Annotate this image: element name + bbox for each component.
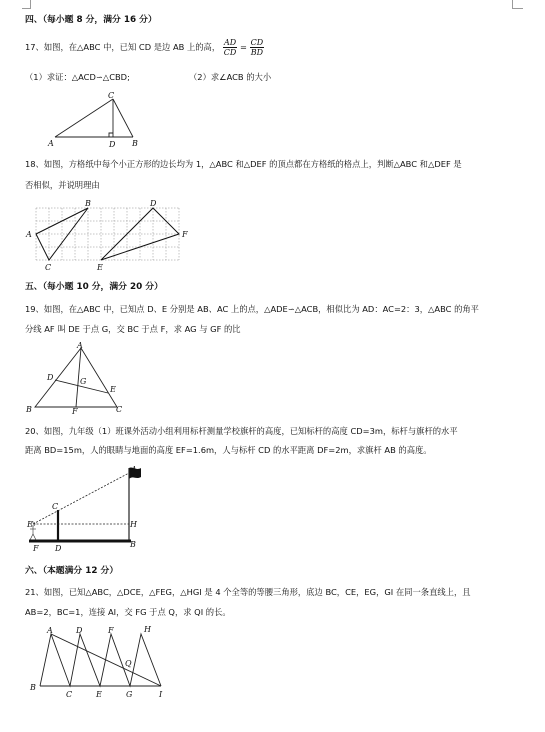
q18-label-D: D xyxy=(150,199,157,208)
q18-label-F: F xyxy=(182,230,188,239)
q18-label-C: C xyxy=(45,263,52,272)
section-5-heading: 五、（每小题 10 分，满分 20 分） xyxy=(25,282,163,292)
q17-part2: （2）求∠ACB 的大小 xyxy=(189,72,272,82)
q20-label-B: B xyxy=(130,540,136,549)
q20-label-H: H xyxy=(130,520,137,529)
q21-line2: AB=2，BC=1，连接 AI，交 FG 于点 Q，求 QI 的长。 xyxy=(25,607,231,617)
q18-grid xyxy=(36,208,179,260)
q18-label-E: E xyxy=(97,263,103,272)
q19-line2: 分线 AF 叫 DE 于点 G，交 BC 于点 F，求 AG 与 GF 的比 xyxy=(25,324,241,334)
q21-label-G: G xyxy=(126,690,133,699)
q19-figure xyxy=(25,340,135,415)
q19-label-B: B xyxy=(26,405,32,414)
q18-line2: 否相似，并说明理由 xyxy=(25,180,100,190)
q17-fraction-right: $\frac{CD}{BD}$ xyxy=(250,38,264,57)
q21-label-F: F xyxy=(108,626,114,635)
q19-label-A: A xyxy=(77,341,83,350)
q17-label-B: B xyxy=(132,139,138,148)
q18-label-A: A xyxy=(26,230,32,239)
q17-figure xyxy=(45,92,165,152)
q20-label-F: F xyxy=(33,544,39,553)
q19-label-C: C xyxy=(116,405,123,414)
q20-label-C: C xyxy=(52,502,59,511)
q17-stem: 17、如图，在△ABC 中，已知 CD 是边 AB 上的高， xyxy=(25,42,221,52)
q21-label-A: A xyxy=(47,626,53,635)
q21-label-I: I xyxy=(159,690,163,699)
q18-line1: 18、如图，方格纸中每个小正方形的边长均为 1，△ABC 和△DEF 的顶点都在方格纸的格点上，判断△ABC 和△DEF 是 xyxy=(25,159,462,169)
q17-equals: = xyxy=(239,42,247,52)
q17-label-C: C xyxy=(108,91,115,100)
corner-mark-left xyxy=(22,0,31,9)
q17-text xyxy=(25,36,264,58)
q18-label-B: B xyxy=(85,199,91,208)
q19-line1: 19、如图，在△ABC 中，已知点 D、E 分别是 AB、AC 上的点，△ADE∽△ACB，相似比为 AD：AC=2：3，△ABC 的角平 xyxy=(25,304,479,314)
q20-line1: 20、如图，九年级（1）班课外活动小组利用标杆测量学校旗杆的高度，已知标杆的高度 CD=3m，标杆与旗杆的水平 xyxy=(25,426,458,436)
q19-label-E: E xyxy=(110,385,116,394)
q19-label-G: G xyxy=(80,377,87,386)
q17-label-A: A xyxy=(48,139,54,148)
q21-label-E: E xyxy=(96,690,102,699)
q20-figure xyxy=(25,463,150,553)
q21-line1: 21、如图，已知△ABC，△DCE，△FEG，△HGI 是 4 个全等的等腰三角形，底边 BC，CE，EG，GI 在同一条直线上，且 xyxy=(25,587,471,597)
section-6-heading: 六、（本题满分 12 分） xyxy=(25,566,119,576)
q20-line2: 距离 BD=15m，人的眼睛与地面的高度 EF=1.6m，人与标杆 CD 的水平距离 DF=2m，求旗杆 AB 的高度。 xyxy=(25,445,432,455)
section-4-heading: 四、（每小题 8 分，满分 16 分） xyxy=(25,15,157,25)
q21-label-D: D xyxy=(76,626,83,635)
q17-part1: （1）求证：△ACD∽△CBD; xyxy=(25,72,130,82)
q18-grid-figure xyxy=(24,198,199,273)
q19-label-F: F xyxy=(72,407,78,416)
q21-label-C: C xyxy=(66,690,73,699)
q20-label-E: E xyxy=(27,520,33,529)
q21-figure xyxy=(28,622,178,702)
q19-label-D: D xyxy=(47,373,54,382)
q21-label-Q: Q xyxy=(125,659,132,668)
q21-label-H: H xyxy=(144,625,151,634)
q17-fraction-left: $\frac{AD}{CD}$ xyxy=(223,38,237,57)
q17-label-D: D xyxy=(109,140,116,149)
q21-label-B: B xyxy=(30,683,36,692)
q20-label-D: D xyxy=(55,544,62,553)
corner-mark-right xyxy=(512,0,523,9)
q20-label-A: A xyxy=(131,465,137,474)
